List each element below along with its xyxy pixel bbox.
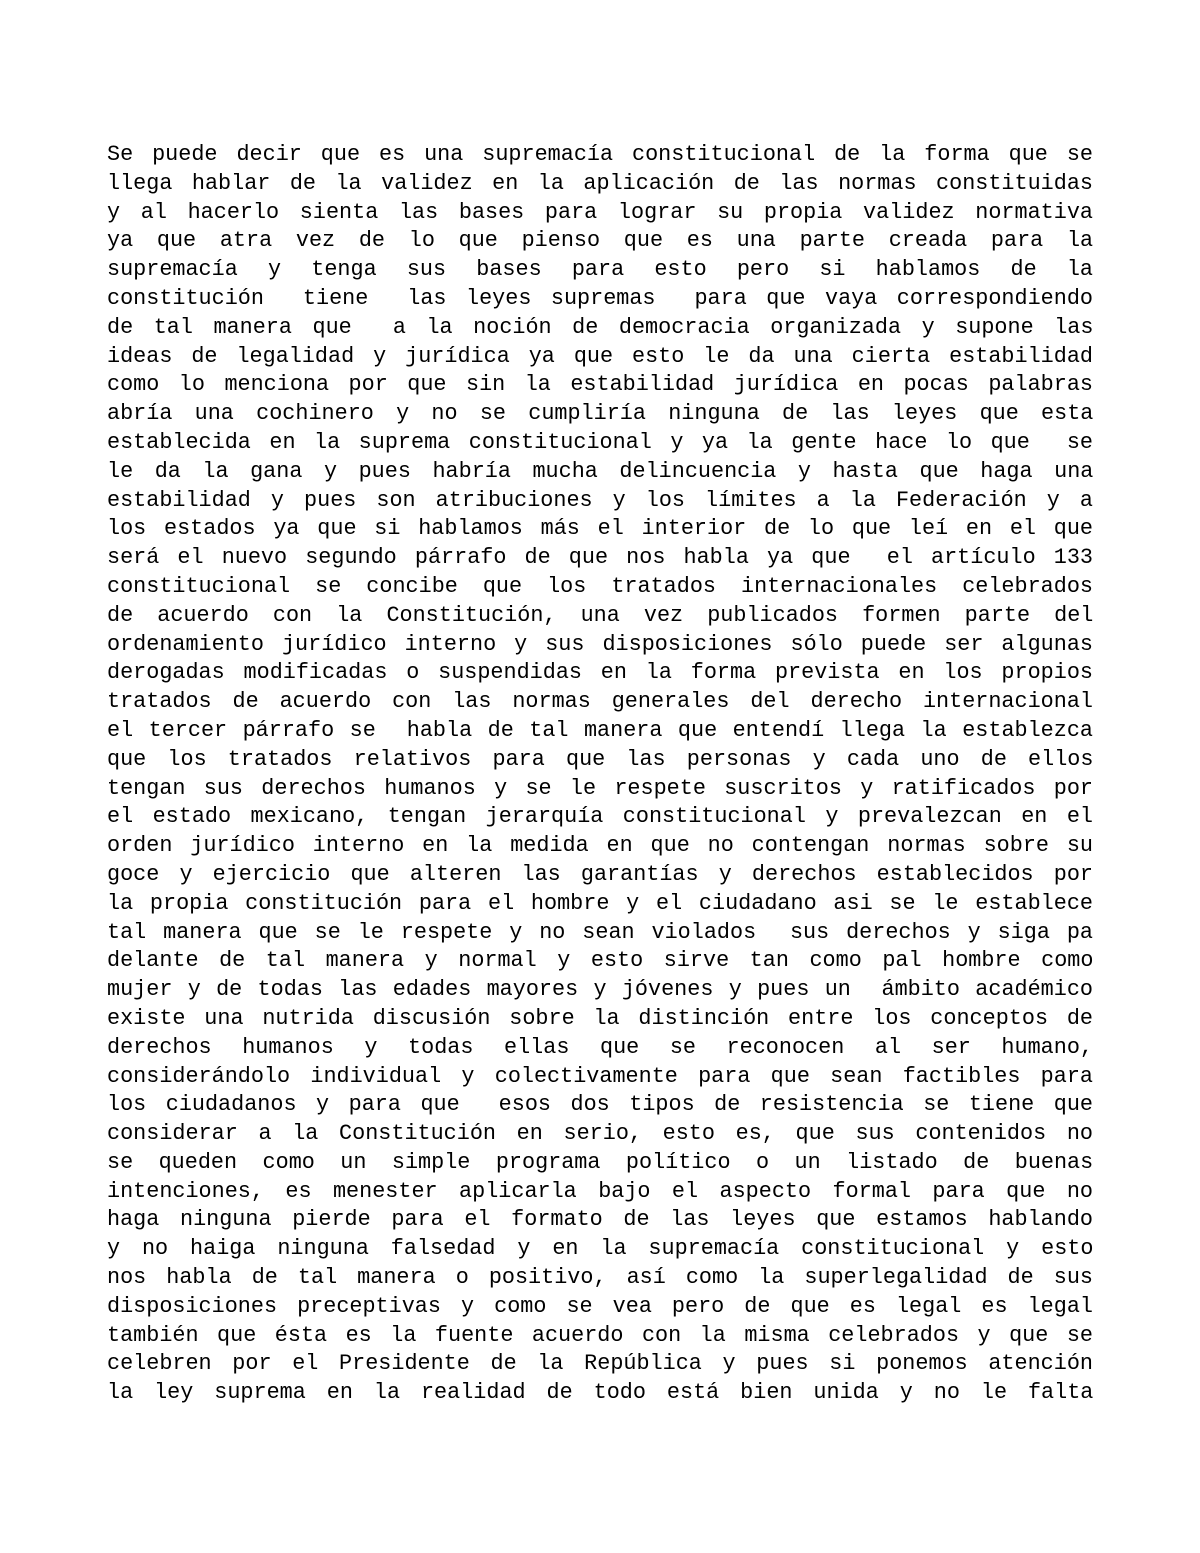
text-line: mujer y de todas las edades mayores y jóvenes y pues un ámbito académico (107, 977, 1093, 1003)
text-line: tratados de acuerdo con las normas generales del derecho internacional (107, 689, 1093, 715)
text-line: ideas de legalidad y jurídica ya que esto le da una cierta estabilidad (107, 343, 1093, 369)
text-line: ya que atra vez de lo que pienso que es una parte creada para la (107, 228, 1094, 254)
text-line: considerándolo individual y colectivamente para que sean factibles para (107, 1063, 1093, 1089)
text-line: que los tratados relativos para que las personas y cada uno de ellos (107, 746, 1094, 772)
text-line: llega hablar de la validez en la aplicación de las normas constituidas (107, 170, 1093, 196)
text-line: tengan sus derechos humanos y se le respete suscritos y ratificados por (107, 775, 1093, 801)
text-line: el tercer párrafo se habla de tal manera que entendí llega la establezca (107, 717, 1093, 743)
text-line: celebren por el Presidente de la República y pues si ponemos atención (107, 1351, 1093, 1377)
text-line: también que ésta es la fuente acuerdo con la misma celebrados y que se (107, 1322, 1093, 1348)
text-line: constitución tiene las leyes supremas para que vaya correspondiendo (107, 285, 1093, 311)
text-line: y al hacerlo sienta las bases para lograr su propia validez normativa (107, 199, 1093, 225)
text-line: será el nuevo segundo párrafo de que nos habla ya que el artículo 133 (107, 545, 1093, 571)
text-line: derechos humanos y todas ellas que se reconocen al ser humano, (107, 1034, 1093, 1060)
text-line: los ciudadanos y para que esos dos tipos de resistencia se tiene que (107, 1092, 1093, 1118)
text-line: disposiciones preceptivas y como se vea pero de que es legal es legal (107, 1293, 1093, 1319)
text-line: de acuerdo con la Constitución, una vez publicados formen parte del (107, 602, 1094, 628)
text-line: la propia constitución para el hombre y el ciudadano asi se le establece (107, 890, 1093, 916)
text-line: considerar a la Constitución en serio, esto es, que sus contenidos no (107, 1121, 1093, 1147)
text-line: supremacía y tenga sus bases para esto pero si hablamos de la (107, 257, 1093, 283)
text-line: tal manera que se le respete y no sean violados sus derechos y siga pa (107, 919, 1093, 945)
text-line: estabilidad y pues son atribuciones y los límites a la Federación y a (107, 487, 1093, 513)
text-line: goce y ejercicio que alteren las garantías y derechos establecidos por (107, 861, 1093, 887)
text-line: ordenamiento jurídico interno y sus disposiciones sólo puede ser algunas (107, 631, 1093, 657)
text-line: abría una cochinero y no se cumpliría ninguna de las leyes que esta (107, 401, 1094, 427)
text-line: la ley suprema en la realidad de todo está bien unida y no le falta (107, 1380, 1094, 1406)
text-line: intenciones, es menester aplicarla bajo el aspecto formal para que no (107, 1178, 1093, 1204)
text-line: derogadas modificadas o suspendidas en la forma prevista en los propios (107, 660, 1093, 686)
text-line: de tal manera que a la noción de democracia organizada y supone las (107, 314, 1094, 340)
text-line: constitucional se concibe que los tratados internacionales celebrados (107, 573, 1093, 599)
text-line: y no haiga ninguna falsedad y en la supremacía constitucional y esto (107, 1236, 1094, 1262)
text-line: haga ninguna pierde para el formato de las leyes que estamos hablando (107, 1207, 1093, 1233)
text-line: se queden como un simple programa político o un listado de buenas (107, 1149, 1094, 1175)
text-line: el estado mexicano, tengan jerarquía constitucional y prevalezcan en el (107, 804, 1093, 830)
text-line: delante de tal manera y normal y esto sirve tan como pal hombre como (107, 948, 1094, 974)
text-line: orden jurídico interno en la medida en que no contengan normas sobre su (107, 833, 1093, 859)
text-line: como lo menciona por que sin la estabilidad jurídica en pocas palabras (107, 372, 1093, 398)
body-paragraph (107, 141, 1093, 1408)
text-line: Se puede decir que es una supremacía constitucional de la forma que se (107, 142, 1093, 167)
text-line: nos habla de tal manera o positivo, así como la superlegalidad de sus (107, 1265, 1093, 1291)
text-line: le da la gana y pues habría mucha delincuencia y hasta que haga una (107, 458, 1094, 484)
text-line: los estados ya que si hablamos más el interior de lo que leí en el que (107, 516, 1093, 542)
text-line: existe una nutrida discusión sobre la distinción entre los conceptos de (107, 1005, 1093, 1031)
text-line: establecida en la suprema constitucional y ya la gente hace lo que se (107, 429, 1093, 455)
